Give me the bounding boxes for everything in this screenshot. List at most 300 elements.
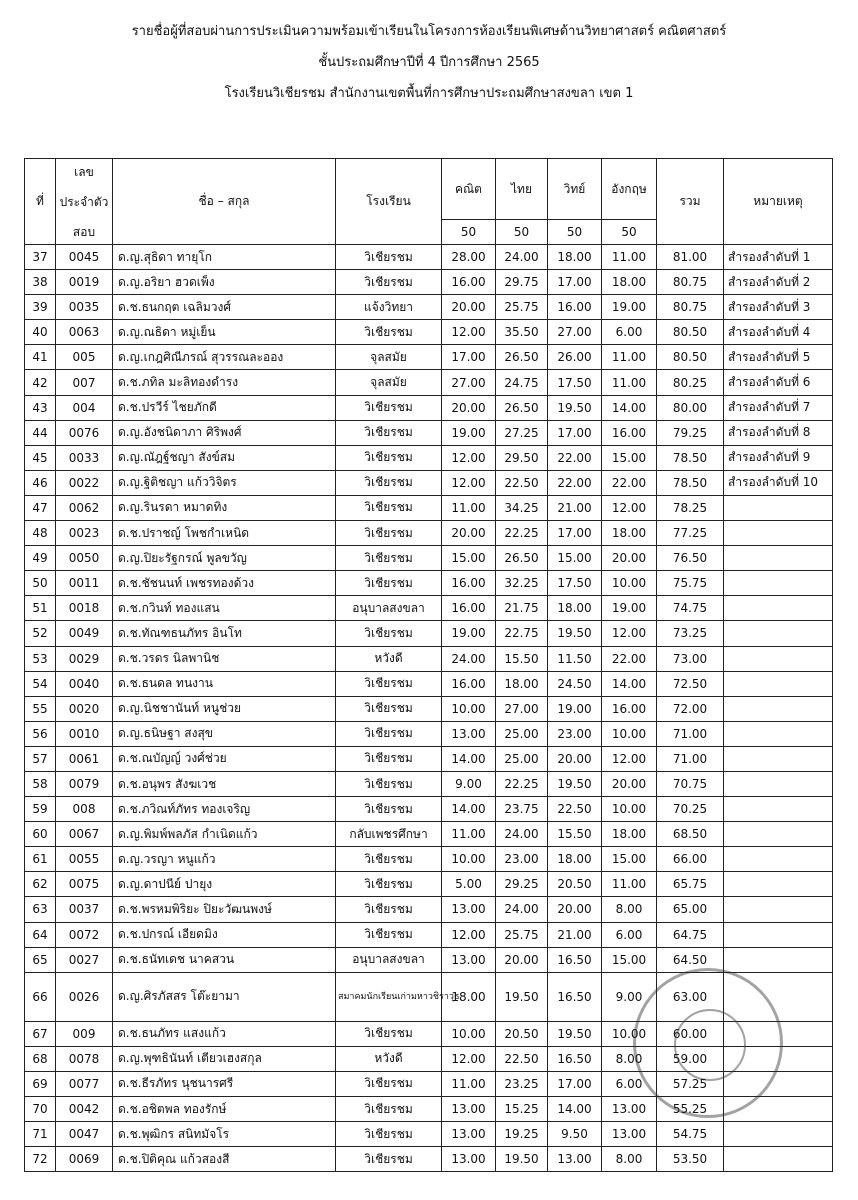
table-row [25, 897, 833, 922]
cell-name: ด.ช.ชัชนนท์ เพชรทองด้วง [113, 571, 336, 596]
cell-thai: 24.00 [496, 897, 548, 922]
cell-name: ด.ญ.อังชนิดาภา ศิริพงศ์ [113, 420, 336, 445]
cell-eng: 6.00 [602, 1071, 657, 1096]
cell-no: 71 [25, 1122, 56, 1147]
cell-no: 64 [25, 922, 56, 947]
table-row [25, 746, 833, 771]
cell-total: 78.50 [657, 470, 724, 495]
cell-thai: 24.75 [496, 370, 548, 395]
cell-math: 20.00 [442, 295, 496, 320]
cell-note: สำรองลำดับที่ 10 [724, 470, 833, 495]
cell-total: 57.25 [657, 1071, 724, 1096]
table-row [25, 470, 833, 495]
cell-thai: 22.25 [496, 521, 548, 546]
cell-sci: 17.00 [548, 1071, 602, 1096]
table-row [25, 671, 833, 696]
cell-math: 13.00 [442, 947, 496, 972]
table-row [25, 571, 833, 596]
cell-note: สำรองลำดับที่ 1 [724, 245, 833, 270]
table-row [25, 320, 833, 345]
cell-no: 52 [25, 621, 56, 646]
cell-total: 65.00 [657, 897, 724, 922]
cell-no: 72 [25, 1147, 56, 1172]
cell-sci: 22.00 [548, 470, 602, 495]
cell-thai: 15.25 [496, 1097, 548, 1122]
cell-eng: 10.00 [602, 571, 657, 596]
cell-sci: 16.50 [548, 972, 602, 1021]
cell-school: หวังดี [336, 646, 442, 671]
table-row [25, 345, 833, 370]
cell-sci: 24.50 [548, 671, 602, 696]
cell-total: 72.00 [657, 696, 724, 721]
cell-school: จุลสมัย [336, 345, 442, 370]
cell-total: 80.00 [657, 395, 724, 420]
cell-math: 12.00 [442, 445, 496, 470]
col-exam-id-line1: เลข [74, 164, 94, 179]
cell-eng: 12.00 [602, 746, 657, 771]
table-row [25, 771, 833, 796]
cell-thai: 25.75 [496, 295, 548, 320]
col-exam-id-line3: สอบ [72, 224, 96, 239]
cell-thai: 26.50 [496, 546, 548, 571]
cell-sci: 18.00 [548, 245, 602, 270]
cell-sci: 20.00 [548, 746, 602, 771]
cell-school: วิเชียรชม [336, 445, 442, 470]
cell-school: วิเชียรชม [336, 746, 442, 771]
table-row [25, 395, 833, 420]
cell-eng: 10.00 [602, 721, 657, 746]
cell-no: 59 [25, 797, 56, 822]
cell-total: 77.25 [657, 521, 724, 546]
cell-thai: 23.25 [496, 1071, 548, 1096]
cell-thai: 29.75 [496, 270, 548, 295]
cell-school: อนุบาลสงขลา [336, 947, 442, 972]
cell-math: 12.00 [442, 1046, 496, 1071]
cell-note [724, 746, 833, 771]
max-math: 50 [442, 220, 496, 245]
col-exam-id-line2: ประจำตัว [59, 194, 109, 209]
table-row [25, 1046, 833, 1071]
cell-name: ด.ช.วรดร นิลพานิช [113, 646, 336, 671]
col-name-header: ชื่อ – สกุล [113, 159, 336, 245]
table-row [25, 1071, 833, 1096]
cell-total: 79.25 [657, 420, 724, 445]
cell-math: 16.00 [442, 270, 496, 295]
cell-total: 59.00 [657, 1046, 724, 1071]
cell-sci: 26.00 [548, 345, 602, 370]
cell-note: สำรองลำดับที่ 5 [724, 345, 833, 370]
cell-total: 68.50 [657, 822, 724, 847]
cell-total: 75.75 [657, 571, 724, 596]
cell-sci: 17.50 [548, 571, 602, 596]
cell-no: 57 [25, 746, 56, 771]
cell-math: 24.00 [442, 646, 496, 671]
cell-no: 62 [25, 872, 56, 897]
table-row [25, 947, 833, 972]
cell-exam-id: 008 [56, 797, 113, 822]
cell-sci: 19.50 [548, 1021, 602, 1046]
cell-exam-id: 0018 [56, 596, 113, 621]
col-math-header: คณิต [442, 159, 496, 220]
cell-thai: 21.75 [496, 596, 548, 621]
cell-school: วิเชียรชม [336, 872, 442, 897]
cell-total: 64.75 [657, 922, 724, 947]
cell-exam-id: 0040 [56, 671, 113, 696]
table-row [25, 1122, 833, 1147]
cell-name: ด.ช.ธนดล ทนงาน [113, 671, 336, 696]
cell-note [724, 947, 833, 972]
cell-school: วิเชียรชม [336, 395, 442, 420]
cell-total: 70.25 [657, 797, 724, 822]
cell-thai: 34.25 [496, 495, 548, 520]
cell-thai: 18.00 [496, 671, 548, 696]
cell-exam-id: 0050 [56, 546, 113, 571]
cell-sci: 18.00 [548, 596, 602, 621]
cell-exam-id: 0061 [56, 746, 113, 771]
results-table [24, 158, 833, 1172]
cell-school: แจ้งวิทยา [336, 295, 442, 320]
cell-thai: 23.75 [496, 797, 548, 822]
cell-thai: 32.25 [496, 571, 548, 596]
table-row [25, 1021, 833, 1046]
cell-no: 56 [25, 721, 56, 746]
cell-note [724, 596, 833, 621]
cell-no: 45 [25, 445, 56, 470]
cell-note [724, 696, 833, 721]
cell-eng: 19.00 [602, 596, 657, 621]
cell-math: 13.00 [442, 721, 496, 746]
cell-school: วิเชียรชม [336, 571, 442, 596]
cell-total: 53.50 [657, 1147, 724, 1172]
table-row [25, 847, 833, 872]
cell-eng: 11.00 [602, 370, 657, 395]
cell-school: วิเชียรชม [336, 1071, 442, 1096]
cell-exam-id: 0076 [56, 420, 113, 445]
max-thai: 50 [496, 220, 548, 245]
cell-name: ด.ช.กวินท์ ทองแสน [113, 596, 336, 621]
cell-math: 14.00 [442, 746, 496, 771]
cell-total: 80.50 [657, 320, 724, 345]
cell-name: ด.ญ.อริยา ฮวดเพ็ง [113, 270, 336, 295]
cell-exam-id: 0042 [56, 1097, 113, 1122]
cell-sci: 11.50 [548, 646, 602, 671]
cell-math: 19.00 [442, 420, 496, 445]
cell-total: 78.25 [657, 495, 724, 520]
cell-note [724, 1147, 833, 1172]
cell-no: 70 [25, 1097, 56, 1122]
cell-name: ด.ญ.พุฑธินันท์ เตียวเฮงสกุล [113, 1046, 336, 1071]
cell-no: 66 [25, 972, 56, 1021]
cell-sci: 17.00 [548, 521, 602, 546]
cell-note [724, 646, 833, 671]
cell-name: ด.ช.ธนัทเดช นาคสวน [113, 947, 336, 972]
cell-name: ด.ช.ปราชญ์ โพชกำเหนิด [113, 521, 336, 546]
table-row [25, 495, 833, 520]
cell-exam-id: 0072 [56, 922, 113, 947]
cell-exam-id: 0047 [56, 1122, 113, 1147]
cell-note: สำรองลำดับที่ 6 [724, 370, 833, 395]
cell-no: 55 [25, 696, 56, 721]
cell-eng: 11.00 [602, 345, 657, 370]
cell-sci: 22.50 [548, 797, 602, 822]
cell-eng: 11.00 [602, 872, 657, 897]
cell-eng: 22.00 [602, 646, 657, 671]
cell-sci: 16.50 [548, 1046, 602, 1071]
cell-sci: 17.00 [548, 420, 602, 445]
cell-sci: 15.50 [548, 822, 602, 847]
cell-thai: 20.00 [496, 947, 548, 972]
cell-eng: 15.00 [602, 445, 657, 470]
cell-thai: 24.00 [496, 822, 548, 847]
cell-thai: 24.00 [496, 245, 548, 270]
cell-sci: 16.00 [548, 295, 602, 320]
cell-note [724, 1021, 833, 1046]
cell-thai: 25.00 [496, 721, 548, 746]
cell-name: ด.ช.ปิติคุณ แก้วสองสี [113, 1147, 336, 1172]
cell-math: 28.00 [442, 245, 496, 270]
cell-exam-id: 0022 [56, 470, 113, 495]
cell-exam-id: 0027 [56, 947, 113, 972]
cell-school: วิเชียรชม [336, 621, 442, 646]
col-thai-header: ไทย [496, 159, 548, 220]
cell-name: ด.ญ.สุธิดา ทายุโก [113, 245, 336, 270]
cell-note [724, 671, 833, 696]
cell-eng: 19.00 [602, 295, 657, 320]
cell-note [724, 1097, 833, 1122]
cell-eng: 22.00 [602, 470, 657, 495]
cell-thai: 19.50 [496, 972, 548, 1021]
cell-school: วิเชียรชม [336, 320, 442, 345]
cell-thai: 15.50 [496, 646, 548, 671]
cell-school: วิเชียรชม [336, 1122, 442, 1147]
cell-sci: 21.00 [548, 495, 602, 520]
cell-no: 60 [25, 822, 56, 847]
cell-exam-id: 0077 [56, 1071, 113, 1096]
cell-eng: 18.00 [602, 270, 657, 295]
cell-math: 20.00 [442, 521, 496, 546]
cell-school: วิเชียรชม [336, 1147, 442, 1172]
cell-exam-id: 0069 [56, 1147, 113, 1172]
cell-thai: 27.00 [496, 696, 548, 721]
cell-school: วิเชียรชม [336, 721, 442, 746]
cell-eng: 10.00 [602, 1021, 657, 1046]
cell-sci: 19.00 [548, 696, 602, 721]
cell-thai: 22.75 [496, 621, 548, 646]
cell-no: 63 [25, 897, 56, 922]
cell-exam-id: 0049 [56, 621, 113, 646]
cell-eng: 13.00 [602, 1097, 657, 1122]
cell-sci: 17.50 [548, 370, 602, 395]
cell-exam-id: 0062 [56, 495, 113, 520]
cell-sci: 19.50 [548, 621, 602, 646]
col-school-header: โรงเรียน [336, 159, 442, 245]
cell-eng: 16.00 [602, 696, 657, 721]
cell-sci: 19.50 [548, 771, 602, 796]
cell-sci: 17.00 [548, 270, 602, 295]
cell-no: 46 [25, 470, 56, 495]
cell-sci: 16.50 [548, 947, 602, 972]
cell-sci: 23.00 [548, 721, 602, 746]
cell-school: วิเชียรชม [336, 521, 442, 546]
cell-note [724, 822, 833, 847]
cell-exam-id: 0063 [56, 320, 113, 345]
cell-total: 81.00 [657, 245, 724, 270]
cell-note [724, 1071, 833, 1096]
cell-exam-id: 005 [56, 345, 113, 370]
cell-total: 80.75 [657, 270, 724, 295]
cell-name: ด.ญ.พิมพ์พลภัส กำเนิดแก้ว [113, 822, 336, 847]
cell-no: 49 [25, 546, 56, 571]
cell-eng: 12.00 [602, 621, 657, 646]
header-school-office: โรงเรียนวิเชียรชม สำนักงานเขตพื้นที่การศึกษาประถมศึกษาสงขลา เขต 1 [224, 86, 634, 101]
cell-name: ด.ญ.รินรดา หมาดทิง [113, 495, 336, 520]
cell-math: 16.00 [442, 571, 496, 596]
cell-school: วิเชียรชม [336, 847, 442, 872]
cell-sci: 18.00 [548, 847, 602, 872]
cell-math: 10.00 [442, 847, 496, 872]
table-row [25, 1097, 833, 1122]
cell-name: ด.ญ.ธนิษฐา สงสุข [113, 721, 336, 746]
cell-note [724, 521, 833, 546]
col-no-header: ที่ [25, 159, 56, 245]
cell-no: 43 [25, 395, 56, 420]
cell-math: 27.00 [442, 370, 496, 395]
cell-no: 65 [25, 947, 56, 972]
cell-school: วิเชียรชม [336, 420, 442, 445]
header-title: รายชื่อผู้ที่สอบผ่านการประเมินความพร้อมเข้าเรียนในโครงการห้องเรียนพิเศษด้านวิทยาศาสตร์ คณิตศาสตร์ [131, 24, 727, 39]
cell-no: 47 [25, 495, 56, 520]
cell-total: 80.25 [657, 370, 724, 395]
cell-school: อนุบาลสงขลา [336, 596, 442, 621]
cell-total: 54.75 [657, 1122, 724, 1147]
cell-note [724, 621, 833, 646]
cell-exam-id: 0023 [56, 521, 113, 546]
cell-exam-id: 0019 [56, 270, 113, 295]
cell-eng: 20.00 [602, 546, 657, 571]
cell-total: 74.75 [657, 596, 724, 621]
cell-sci: 19.50 [548, 395, 602, 420]
cell-eng: 9.00 [602, 972, 657, 1021]
cell-thai: 23.00 [496, 847, 548, 872]
cell-no: 51 [25, 596, 56, 621]
cell-exam-id: 0010 [56, 721, 113, 746]
col-sci-header: วิทย์ [548, 159, 602, 220]
cell-eng: 10.00 [602, 797, 657, 822]
table-row [25, 596, 833, 621]
document-header [0, 16, 858, 109]
cell-no: 39 [25, 295, 56, 320]
cell-no: 40 [25, 320, 56, 345]
cell-no: 48 [25, 521, 56, 546]
cell-total: 65.75 [657, 872, 724, 897]
cell-sci: 27.00 [548, 320, 602, 345]
cell-thai: 22.25 [496, 771, 548, 796]
cell-thai: 22.50 [496, 470, 548, 495]
cell-total: 73.25 [657, 621, 724, 646]
table-row [25, 646, 833, 671]
cell-thai: 26.50 [496, 345, 548, 370]
cell-school: วิเชียรชม [336, 897, 442, 922]
cell-name: ด.ญ.วรญา หนูแก้ว [113, 847, 336, 872]
cell-name: ด.ช.พรหมพิริยะ ปิยะวัฒนพงษ์ [113, 897, 336, 922]
cell-school: กลับเพชรศึกษา [336, 822, 442, 847]
cell-school: วิเชียรชม [336, 1097, 442, 1122]
cell-school: วิเชียรชม [336, 470, 442, 495]
cell-note [724, 571, 833, 596]
cell-name: ด.ญ.ณธิดา หมู่เย็น [113, 320, 336, 345]
cell-eng: 14.00 [602, 671, 657, 696]
cell-eng: 8.00 [602, 1046, 657, 1071]
cell-thai: 29.25 [496, 872, 548, 897]
cell-thai: 27.25 [496, 420, 548, 445]
cell-no: 61 [25, 847, 56, 872]
cell-no: 69 [25, 1071, 56, 1096]
cell-name: ด.ช.ณบัญญ์ วงศ์ช่วย [113, 746, 336, 771]
cell-note [724, 1046, 833, 1071]
cell-school: วิเชียรชม [336, 922, 442, 947]
cell-eng: 13.00 [602, 1122, 657, 1147]
cell-math: 9.00 [442, 771, 496, 796]
cell-no: 38 [25, 270, 56, 295]
table-row [25, 1147, 833, 1172]
cell-no: 42 [25, 370, 56, 395]
cell-total: 71.00 [657, 746, 724, 771]
cell-note [724, 797, 833, 822]
table-row [25, 270, 833, 295]
cell-school: วิเชียรชม [336, 696, 442, 721]
cell-math: 13.00 [442, 897, 496, 922]
cell-note [724, 721, 833, 746]
cell-eng: 16.00 [602, 420, 657, 445]
cell-total: 55.25 [657, 1097, 724, 1122]
cell-total: 78.50 [657, 445, 724, 470]
cell-math: 11.00 [442, 822, 496, 847]
cell-exam-id: 0020 [56, 696, 113, 721]
cell-no: 44 [25, 420, 56, 445]
cell-math: 11.00 [442, 495, 496, 520]
cell-note [724, 771, 833, 796]
cell-school: วิเชียรชม [336, 671, 442, 696]
results-body [25, 245, 833, 1172]
cell-eng: 15.00 [602, 947, 657, 972]
cell-total: 70.75 [657, 771, 724, 796]
cell-total: 72.50 [657, 671, 724, 696]
col-total-header: รวม [657, 159, 724, 245]
cell-note [724, 897, 833, 922]
cell-name: ด.ช.อชิตพล ทองรักษ์ [113, 1097, 336, 1122]
cell-name: ด.ช.ปรวีร์ ไชยภักดี [113, 395, 336, 420]
cell-name: ด.ช.ทัณฑธนภัทร อินโท [113, 621, 336, 646]
cell-thai: 29.50 [496, 445, 548, 470]
cell-name: ด.ช.ธนภัทร แสงแก้ว [113, 1021, 336, 1046]
cell-no: 53 [25, 646, 56, 671]
cell-math: 12.00 [442, 922, 496, 947]
cell-exam-id: 0029 [56, 646, 113, 671]
cell-math: 20.00 [442, 395, 496, 420]
cell-thai: 26.50 [496, 395, 548, 420]
table-row [25, 370, 833, 395]
cell-sci: 15.00 [548, 546, 602, 571]
table-row [25, 972, 833, 1021]
cell-no: 68 [25, 1046, 56, 1071]
cell-thai: 35.50 [496, 320, 548, 345]
cell-thai: 25.00 [496, 746, 548, 771]
cell-school: วิเชียรชม [336, 771, 442, 796]
cell-sci: 22.00 [548, 445, 602, 470]
table-row [25, 245, 833, 270]
cell-note [724, 922, 833, 947]
table-row [25, 420, 833, 445]
